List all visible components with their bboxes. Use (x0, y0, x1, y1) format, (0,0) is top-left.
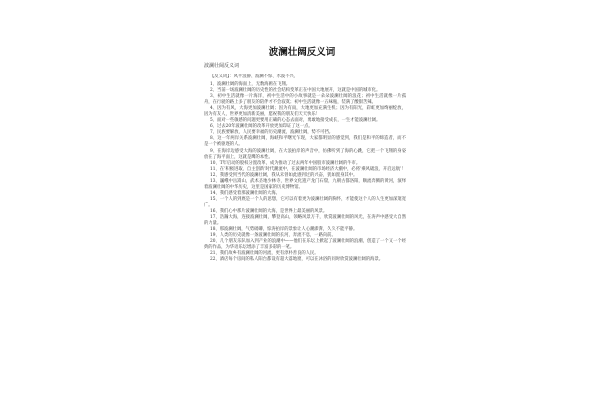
list-item: 15、一个人的到底是一个人的思想，它可以有着更为波澜壮阔的胸怀，才能使这个人的人生更加深邃宽广。 (204, 196, 406, 208)
list-item: 10、T年启动的股权分置改革，成为推动了过去两年中国股市波澜壮阔的牛市。 (210, 160, 361, 166)
list-item: 4、因为有风，大海更加波澜壮阔；因为有雨，大地更加充满生机；因为有阳光，彩虹更加绚丽绽放，因为有友人，世界更加清新美丽，愿祝我的朋友们天天快乐！ (204, 106, 406, 118)
list-item: 11、在‘积极进取、自主创新’时代潮流中，在波澜壮阔的市场经济大潮中，必将‘乘风破浪，开启远航’！ (210, 166, 406, 172)
list-item: 12、我感受到当代的波澜壮阔，我从未曾如此感到过的兴奋，犹如置身其中。 (210, 172, 358, 178)
document-subtitle: 波澜壮阔反义词 (204, 63, 240, 69)
list-item: 3、初中生活就像一片海洋，初中生活中的小故事就是一朵朵波澜壮阔的浪花；初中生活就像一片孤舟，在行驶的路上多了朋友的陪伴才不会寂寞；初中生活就像一五味瓶，装满了酸甜苦辣。 (204, 94, 406, 106)
list-item: 7、民族要解放，人民要幸福的历史潮流，波澜壮阔，势不可挡。 (210, 130, 334, 136)
list-item: 22、酒店每个房间的私人阳台都设有超大落地窗，可以在沐浴的同时欣赏波澜壮阔的海景。 (210, 257, 384, 263)
list-item: 5、面对一些敏感的问题更要用正确的心态去面对，勇敢地接受成长，一生才能波澜壮阔。 (210, 118, 381, 124)
list-item: 1、波澜壮阔的海面上，无数海鸥在飞翔。 (210, 82, 291, 87)
list-item: 16、我们心中那片波澜壮阔的大海，是世界上最美丽的风景。 (210, 208, 328, 214)
list-item: 14、我们感受着那波澜壮阔的大海。 (210, 190, 280, 196)
example-sentence-list (204, 82, 406, 263)
list-item: 6、过去20年波澜壮阔的改革开放更加印证了这一点。 (210, 124, 313, 130)
list-item: 2、当前一场波澜壮阔的历史性的社会结构变革正在中国大地展开，这就是中国的城市化。 (210, 88, 381, 94)
list-item: 13、巍峨中岳嵩山，武术圣地少林寺，世界文化遗产龙门石窟，九朝古都洛阳，顺流奔腾的黄河，演绎着波澜壮阔的中华历史，这里是国家的历史博物馆。 (204, 178, 406, 190)
list-item: 8、这一年两岸关系波澜壮阔，海峡和平曙光乍现，大家都明显的感觉到，我们是和平的缔造者，而不是一个被驱逐的人。 (204, 136, 406, 148)
document-title: 波澜壮阔反义词 (268, 47, 336, 58)
list-item: 17、浩瀚大海，连接波澜壮阔，攀登高山，领略风景万千，欣赏波澜壮阔的风光，在涛声中感受大自然的力量。 (204, 215, 406, 227)
list-item: 19、人类的历史就像一条波澜壮阔的长河，奔流不息，一路向前。 (210, 233, 336, 239)
list-item: 9、在海岸边感受大海的波澜壮阔，在大浪拍岸的声音中，仿佛听到了海的心跳，它把一个飞翔的身姿放在了海平面上，这就是鹰的本性。 (204, 148, 406, 160)
document (196, 0, 408, 400)
list-item: 20、几个朋友乐队加入到产业的浪潮中——他们在乐坛上掀起了波澜壮阔的浪潮，创造了一个又一个经典的作品，为华语乐坛增添了丰富多彩的一笔。 (204, 239, 406, 251)
antonym-key-line: 【反义词】：风平浪静、波澜不惊、水波不兴、 (210, 74, 299, 79)
list-item: 18、那波澜壮阔，气势磅礴，惊涛拍岸的景象让人心潮澎湃，久久不能平静。 (210, 227, 358, 233)
list-item: 21、我们故乡有波澜壮阔的河流，更有淳朴善良的人民。 (210, 251, 319, 257)
